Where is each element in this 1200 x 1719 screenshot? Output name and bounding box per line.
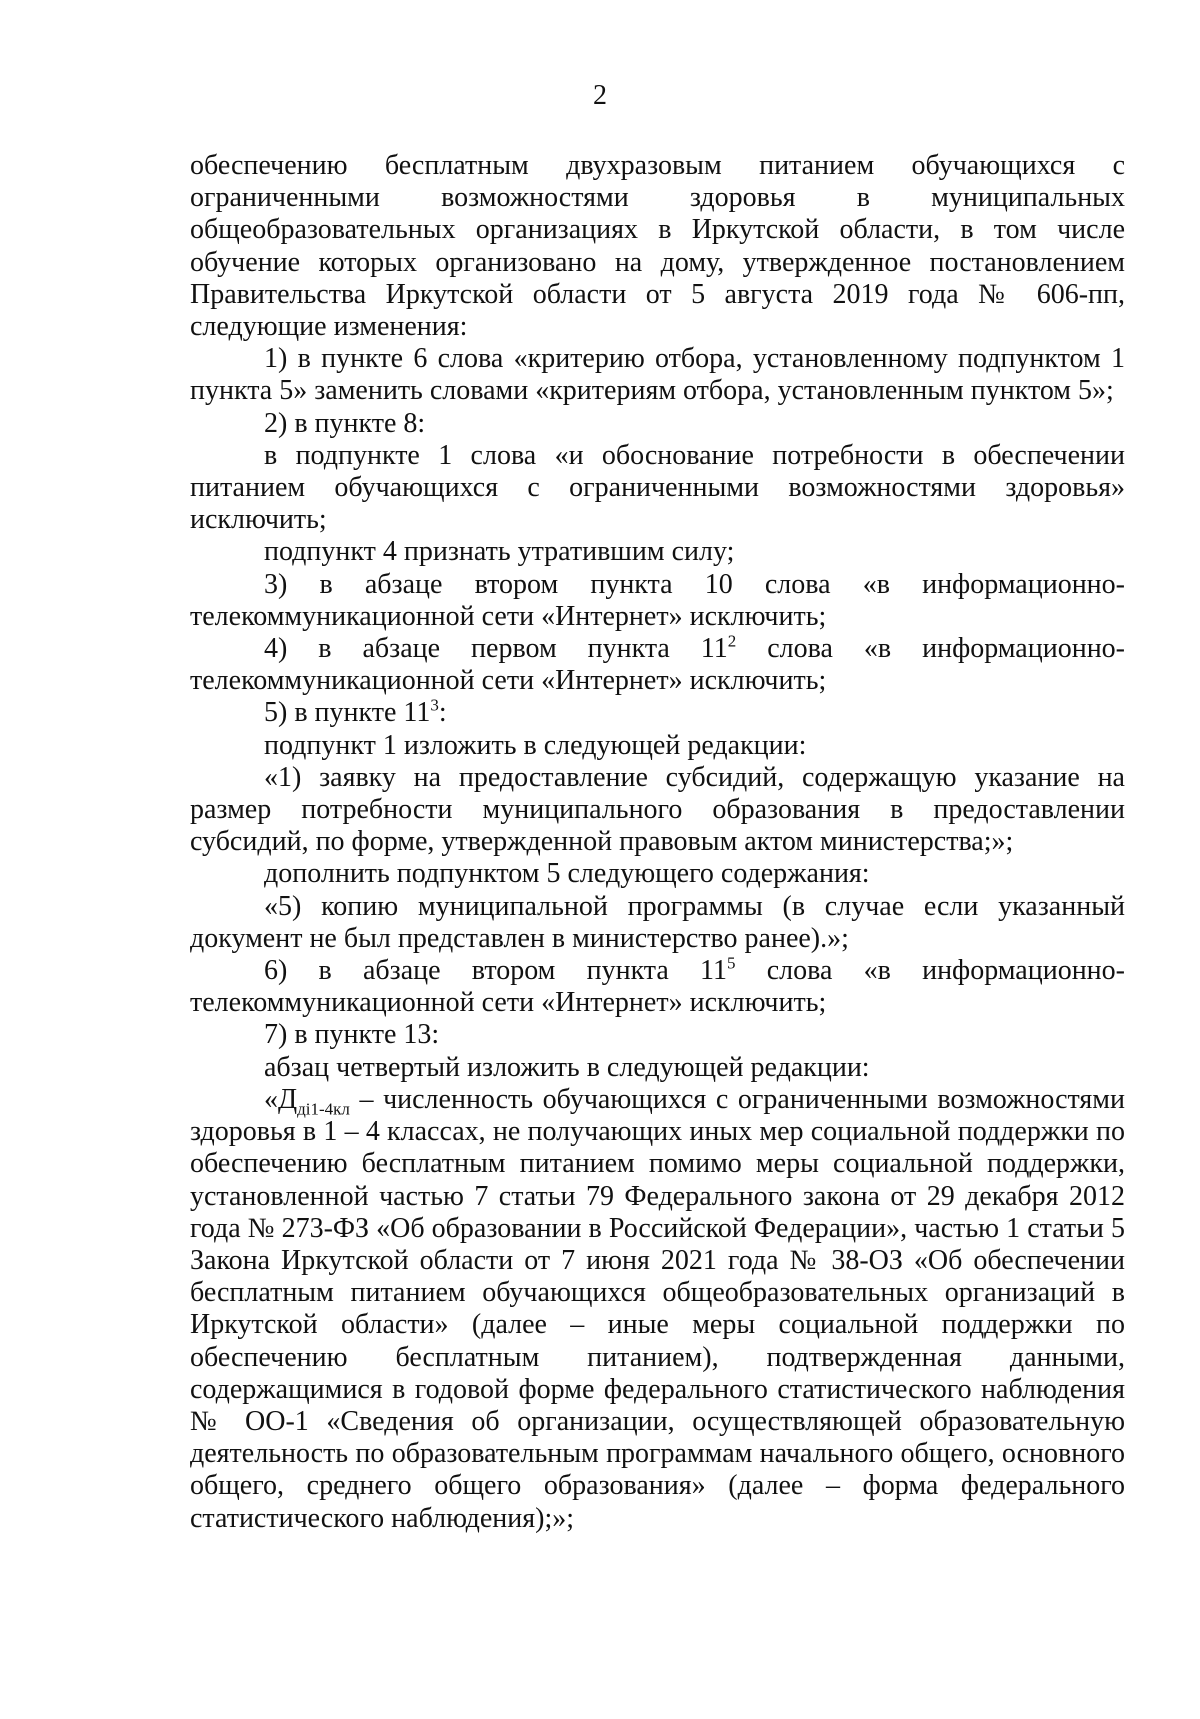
paragraph-item-3: 3) в абзаце втором пункта 10 слова «в информационно-телекоммуникационной сети «Интернет» исключить; xyxy=(190,568,1125,632)
paragraph-item-5 xyxy=(190,697,1125,729)
paragraph-item-1: 1) в пункте 6 слова «критерию отбора, установленному подпунктом 1 пункта 5» заменить словами «критериям отбора, установленным пунктом 5»; xyxy=(190,343,1125,407)
paragraph-item-4 xyxy=(190,633,1125,697)
paragraph-item-5-text: 5) в пункте 11 xyxy=(264,697,431,729)
subscript: дi1-4кл xyxy=(297,1099,350,1119)
paragraph-item-5-text-end: : xyxy=(438,697,447,729)
paragraph-intro: обеспечению бесплатным двухразовым питанием обучающихся с ограниченными возможностями здоровья в муниципальных общеобразовательных организациях в Иркутской области, в том числе обучение которых организовано на дому, утвержденное постановлением Правительства Иркутской области от 5 августа 2019 года № 606-пп, следующие изменения: xyxy=(190,150,1125,343)
paragraph-formula-definition xyxy=(190,1084,1125,1535)
paragraph-formula-start: «Д xyxy=(264,1083,298,1115)
superscript: 5 xyxy=(727,953,736,973)
paragraph-quote-5: «5) копию муниципальной программы (в случае если указанный документ не был представлен в министерство ранее).»; xyxy=(190,890,1125,954)
page-number: 2 xyxy=(593,80,607,111)
paragraph-item-4-text-end: слова «в информационно-телекоммуникационной сети «Интернет» исключить; xyxy=(190,633,1125,697)
paragraph-item-2: 2) в пункте 8: xyxy=(264,407,426,439)
paragraph-formula-text: – численность обучающихся с ограниченными возможностями здоровья в 1 – 4 классах, не получающих иных мер социальной поддержки по обеспечению бесплатным питанием помимо меры социальной поддержки, установленной частью 7 статьи 79 Федерального закона от 29 декабря 2012 года № 273-ФЗ «Об образовании в Российской Федерации», частью 1 статьи 5 Закона Иркутской области от 7 июня 2021 года № 38-ОЗ «Об обеспечении бесплатным питанием обучающихся общеобразовательных организаций в Иркутской области» (далее – иные меры социальной поддержки по обеспечению бесплатным питанием), подтвержденная данными, содержащимися в годовой форме федерального статистического наблюдения № ОО-1 «Сведения об организации, осуществляющей образовательную деятельность по образовательным программам начального общего, основного общего, среднего общего образования» (далее – форма федерального статистического наблюдения);»; xyxy=(190,1083,1125,1534)
paragraph-subitem-4: подпункт 4 признать утратившим силу; xyxy=(264,536,735,568)
paragraph-abzac-4: абзац четвертый изложить в следующей редакции: xyxy=(264,1051,870,1083)
paragraph-item-6 xyxy=(190,955,1125,1019)
paragraph-item-6-text: 6) в абзаце втором пункта 11 xyxy=(264,955,727,987)
superscript: 2 xyxy=(727,631,737,651)
paragraph-item-7: 7) в пункте 13: xyxy=(264,1019,440,1051)
paragraph-item-4-text: 4) в абзаце первом пункта 11 xyxy=(264,633,728,665)
document-body xyxy=(190,150,1125,1535)
paragraph-subitem-5-add: дополнить подпунктом 5 следующего содержания: xyxy=(264,858,870,890)
paragraph-item-6-text-end: слова «в информационно-телекоммуникационной сети «Интернет» исключить; xyxy=(190,955,1125,1019)
superscript: 3 xyxy=(430,696,439,716)
paragraph-subitem-1-edit: подпункт 1 изложить в следующей редакции: xyxy=(264,729,807,761)
paragraph-subitem-1: в подпункте 1 слова «и обоснование потребности в обеспечении питанием обучающихся с ограниченными возможностями здоровья» исключить; xyxy=(190,439,1125,536)
paragraph-quote-1: «1) заявку на предоставление субсидий, содержащую указание на размер потребности муниципального образования в предоставлении субсидий, по форме, утвержденной правовым актом министерства;»; xyxy=(190,761,1125,858)
